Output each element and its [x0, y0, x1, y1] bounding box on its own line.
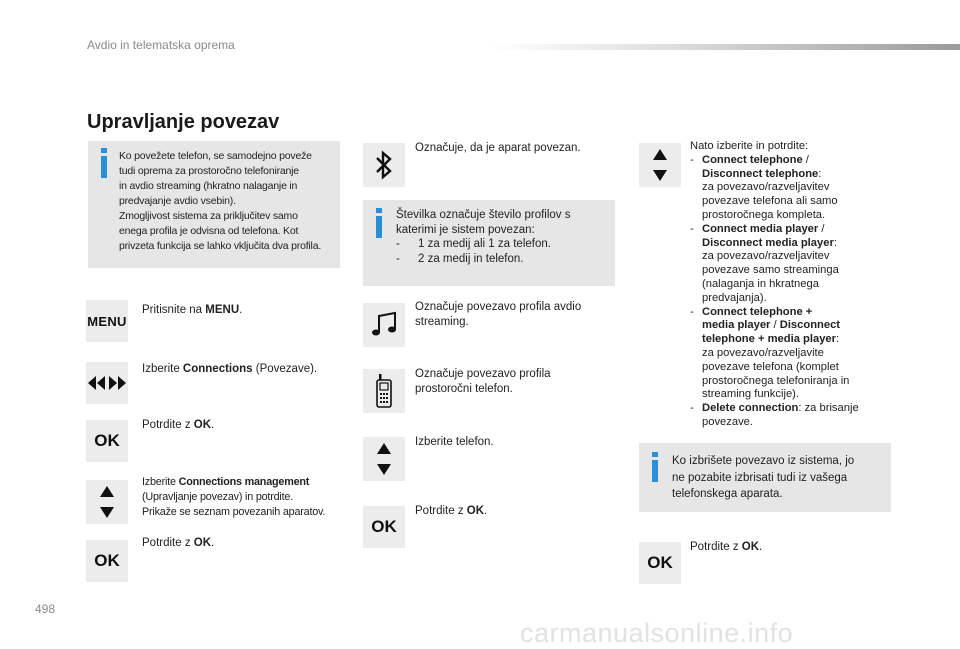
info-icon — [376, 208, 382, 238]
info-text: Ko izbrišete povezavo iz sistema, jo ne pozabite izbrisati tudi iz vašega telefonskega aparata. — [672, 455, 855, 500]
option-connect-media-player: - Connect media player / Disconnect media player: za povezavo/razveljavitev povezave samo streaminga (nalaganja in hkratnega predvajanja). — [690, 222, 839, 304]
page-number: 498 — [35, 602, 56, 616]
watermark: carmanualsonline.info — [520, 618, 794, 648]
bluetooth-icon — [363, 143, 405, 187]
step-confirm-ok: Potrdite z OK. — [415, 505, 488, 517]
bluetooth-description: Označuje, da je aparat povezan. — [415, 142, 581, 154]
handsfree-description: Označuje povezavo profila prostoročni telefon. — [415, 368, 551, 395]
info-icon — [101, 148, 107, 178]
audio-streaming-description: Označuje povezavo profila avdio streaming. — [415, 301, 582, 328]
step-confirm-ok: Potrdite z OK. — [690, 541, 763, 553]
info-text: Številka označuje število profilov s katerimi je sistem povezan: - 1 za medij ali 1 za telefon. - 2 za medij in telefon. — [396, 209, 571, 265]
up-down-arrows-icon — [86, 480, 128, 524]
option-connect-telephone-media-player: - Connect telephone + media player / Disconnect telephone + media player: za povezavo/razveljavite povezave telefona (komplet prostoročnega telefoniranja in streaming funkcije). — [690, 305, 850, 401]
seek-arrows-icon — [86, 362, 128, 404]
mobile-phone-icon — [363, 369, 405, 413]
step-select-connections: Izberite Connections (Povezave). — [142, 363, 318, 375]
up-down-arrows-icon — [639, 143, 681, 187]
step-confirm-ok: Potrdite z OK. — [142, 537, 215, 549]
select-phone-text: Izberite telefon. — [415, 436, 494, 448]
info-box-connection — [88, 141, 340, 268]
page-title: Upravljanje povezav — [87, 111, 280, 133]
up-down-arrows-icon — [363, 437, 405, 481]
option-connect-telephone: - Connect telephone / Disconnect telephone: za povezavo/razveljavitev povezave telefona ali samo prostoročnega kompleta. — [690, 153, 838, 221]
step-press-menu: Pritisnite na MENU. — [142, 304, 243, 316]
step-connections-management: Izberite Connections management (Upravljanje povezav) in potrdite. Prikaže se seznam povezanih aparatov. — [142, 476, 326, 518]
section-header: Avdio in telematska oprema — [87, 38, 235, 52]
info-icon — [652, 452, 658, 482]
option-delete-connection: - Delete connection: za brisanje povezave. — [690, 402, 859, 428]
info-box-profiles — [363, 200, 615, 286]
step-confirm-ok: Potrdite z OK. — [142, 419, 215, 431]
music-note-icon — [363, 303, 405, 347]
info-text: Ko povežete telefon, se samodejno poveže tudi oprema za prostoročno telefoniranje in avdio streaming (hkratno nalaganje in predvajanje avdio vsebin). Zmogljivost sistema za priključitev samo enega profila je odvisna od telefona. Kot privzeta funkcija se lahko vključita dva profila. — [119, 150, 322, 252]
info-box-delete — [639, 443, 891, 512]
ok-button-icon: OK — [363, 506, 405, 548]
header-divider — [490, 44, 960, 50]
ok-button-icon: OK — [639, 542, 681, 584]
ok-button-icon: OK — [86, 420, 128, 462]
menu-button-icon: MENU — [86, 300, 128, 342]
connection-options: Nato izberite in potrdite: - Connect telephone / Disconnect telephone: za povezavo/razveljavitev povezave telefona ali samo prostoročnega kompleta. - Connect media player / Disconnect media player: za povezavo/razveljavitev povezave samo streaminga (nalaganja in hkratnega predvajanja). - Connect telephone + media player / Disconnect telephone + media player: za povezavo/razveljavite povezave telefona (komplet prostoročnega telefoniranja in streaming funkcije). - Delete connection: za brisanje povezave. — [690, 140, 895, 430]
ok-button-icon: OK — [86, 540, 128, 582]
